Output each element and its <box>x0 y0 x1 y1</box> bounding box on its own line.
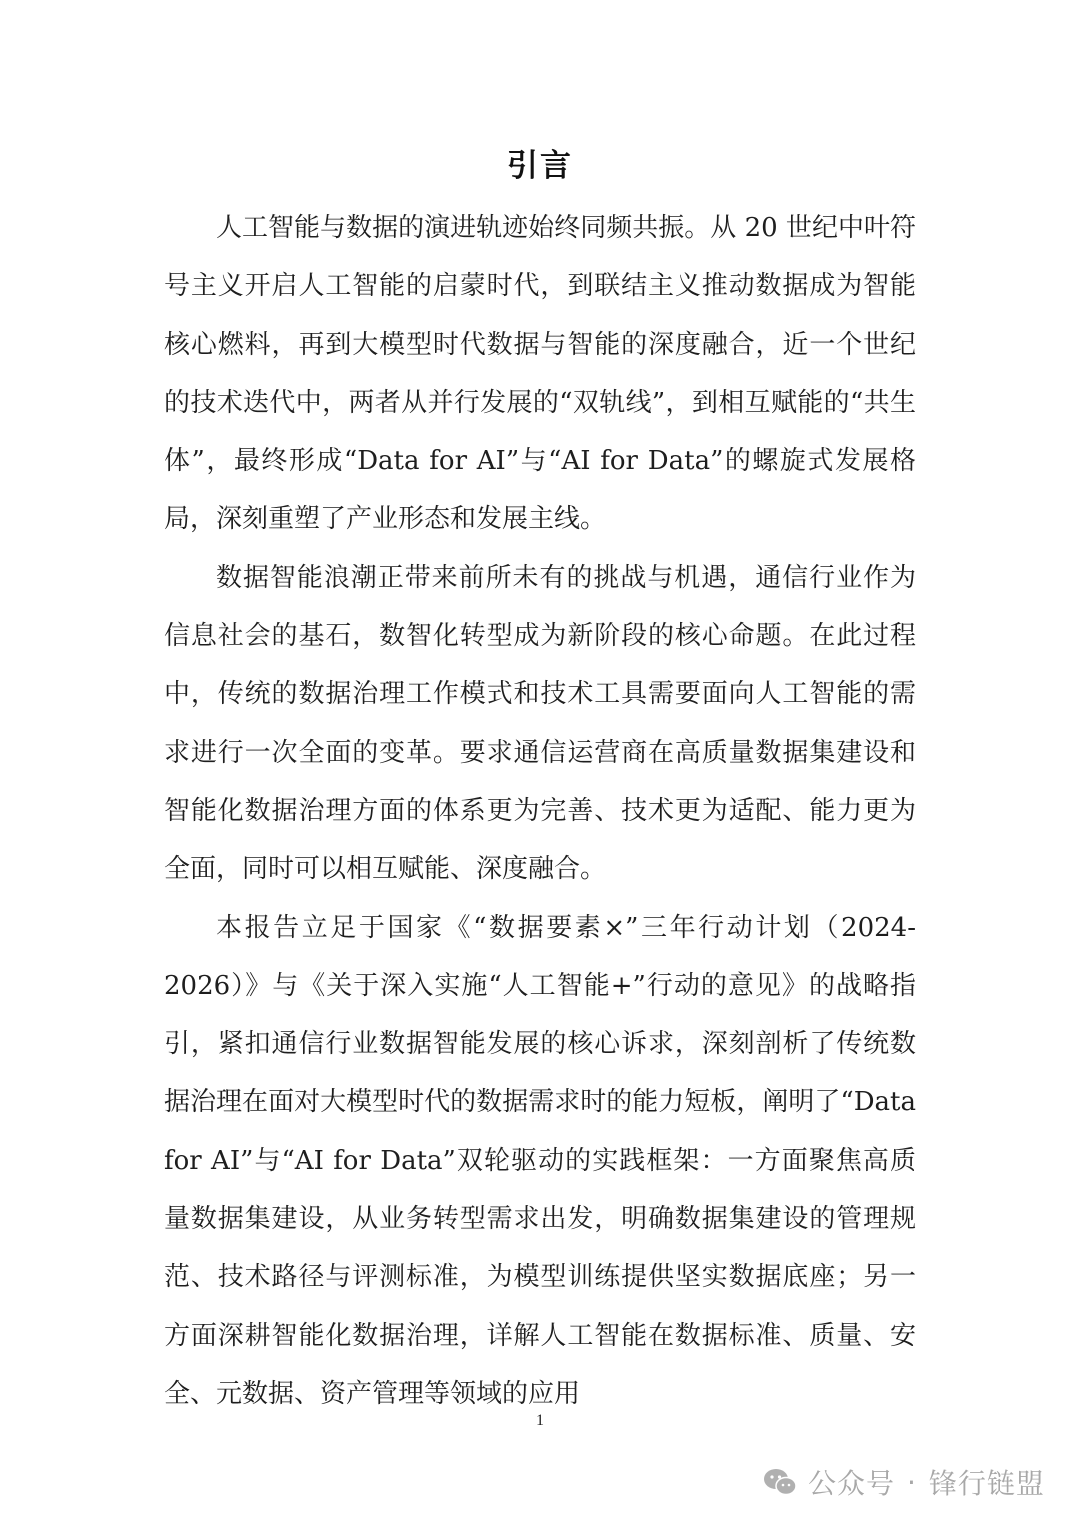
paragraph-1: 人工智能与数据的演进轨迹始终同频共振。从 20 世纪中叶符号主义开启人工智能的启蒙时代，到联结主义推动数据成为智能核心燃料，再到大模型时代数据与智能的深度融合，近一个世纪的技术迭代中，两者从并行发展的“双轨线”，到相互赋能的“共生体”，最终形成“Data for AI”与“AI for Data”的螺旋式发展格局，深刻重塑了产业形态和发展主线。 <box>164 213 916 535</box>
watermark-label: 公众号 <box>808 1467 896 1500</box>
document-body <box>164 199 916 1423</box>
page-title: 引言 <box>507 148 573 184</box>
paragraph-2: 数据智能浪潮正带来前所未有的挑战与机遇，通信行业作为信息社会的基石，数智化转型成为新阶段的核心命题。在此过程中，传统的数据治理工作模式和技术工具需要面向人工智能的需求进行一次全面的变革。要求通信运营商在高质量数据集建设和智能化数据治理方面的体系更为完善、技术更为适配、能力更为全面，同时可以相互赋能、深度融合。 <box>164 562 916 885</box>
watermark-separator: · <box>907 1465 917 1499</box>
watermark <box>762 1459 1045 1505</box>
paragraph-3: 本报告立足于国家《“数据要素×”三年行动计划（2024-2026）》与《关于深入实施“人工智能+”行动的意见》的战略指引，紧扣通信行业数据智能发展的核心诉求，深刻剖析了传统数据治理在面对大模型时代的数据需求时的能力短板，阐明了“Data for AI”与“AI for Data”双轮驱动的实践框架：一方面聚焦高质量数据集建设，从业务转型需求出发，明确数据集建设的管理规范、技术路径与评测标准，为模型训练提供坚实数据底座；另一方面深耕智能化数据治理，详解人工智能在数据标准、质量、安全、元数据、资产管理等领域的应用 <box>164 912 916 1409</box>
page-number: 1 <box>536 1412 544 1429</box>
wechat-icon <box>762 1467 798 1497</box>
watermark-account: 锋行链盟 <box>928 1467 1045 1500</box>
